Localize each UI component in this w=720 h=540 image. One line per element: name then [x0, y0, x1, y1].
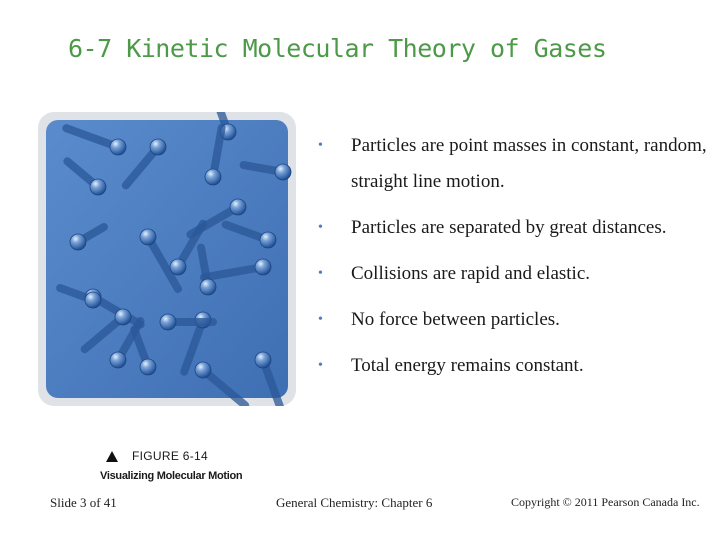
gas-molecule	[90, 179, 106, 195]
gas-container-illustration	[38, 112, 296, 406]
gas-molecule	[275, 164, 291, 180]
figure-subtitle: Visualizing Molecular Motion	[100, 470, 243, 482]
gas-molecule	[150, 139, 166, 155]
slide-title: 6-7 Kinetic Molecular Theory of Gases	[68, 34, 607, 63]
molecular-motion-figure	[38, 112, 296, 406]
gas-molecule	[110, 139, 126, 155]
slide-number: Slide 3 of 41	[50, 495, 117, 510]
figure-caption	[100, 448, 242, 482]
bullet-dot: •	[318, 358, 323, 373]
course-footer: General Chemistry: Chapter 6	[276, 495, 433, 510]
copyright-footer: Copyright © 2011 Pearson Canada Inc.	[511, 495, 700, 509]
gas-molecule	[110, 352, 126, 368]
gas-molecule	[140, 359, 156, 375]
gas-molecule	[160, 314, 176, 330]
bullet-list	[318, 128, 720, 394]
figure-label: FIGURE 6-14	[132, 449, 208, 463]
bullet-item: • No force between particles.	[318, 302, 720, 338]
gas-molecule	[200, 279, 216, 295]
gas-molecule	[115, 309, 131, 325]
gas-molecule	[205, 169, 221, 185]
gas-molecule	[260, 232, 276, 248]
bullet-dot: •	[318, 312, 323, 327]
gas-molecule	[230, 199, 246, 215]
bullet-dot: •	[318, 220, 323, 235]
gas-molecule	[70, 234, 86, 250]
gas-molecule	[140, 229, 156, 245]
gas-molecule	[170, 259, 186, 275]
bullet-item: • Particles are point masses in constant, random, straight line motion.	[318, 128, 711, 200]
gas-molecule	[85, 292, 101, 308]
gas-molecule	[255, 259, 271, 275]
bullet-dot: •	[318, 266, 323, 281]
bullet-item: • Collisions are rapid and elastic.	[318, 256, 720, 292]
bullet-item: • Particles are separated by great distances.	[318, 210, 720, 246]
bullet-item: • Total energy remains constant.	[318, 348, 720, 384]
gas-container	[46, 120, 288, 398]
bullet-dot: •	[318, 138, 323, 153]
gas-molecule	[195, 362, 211, 378]
gas-molecule	[255, 352, 271, 368]
triangle-up-icon	[106, 451, 118, 462]
